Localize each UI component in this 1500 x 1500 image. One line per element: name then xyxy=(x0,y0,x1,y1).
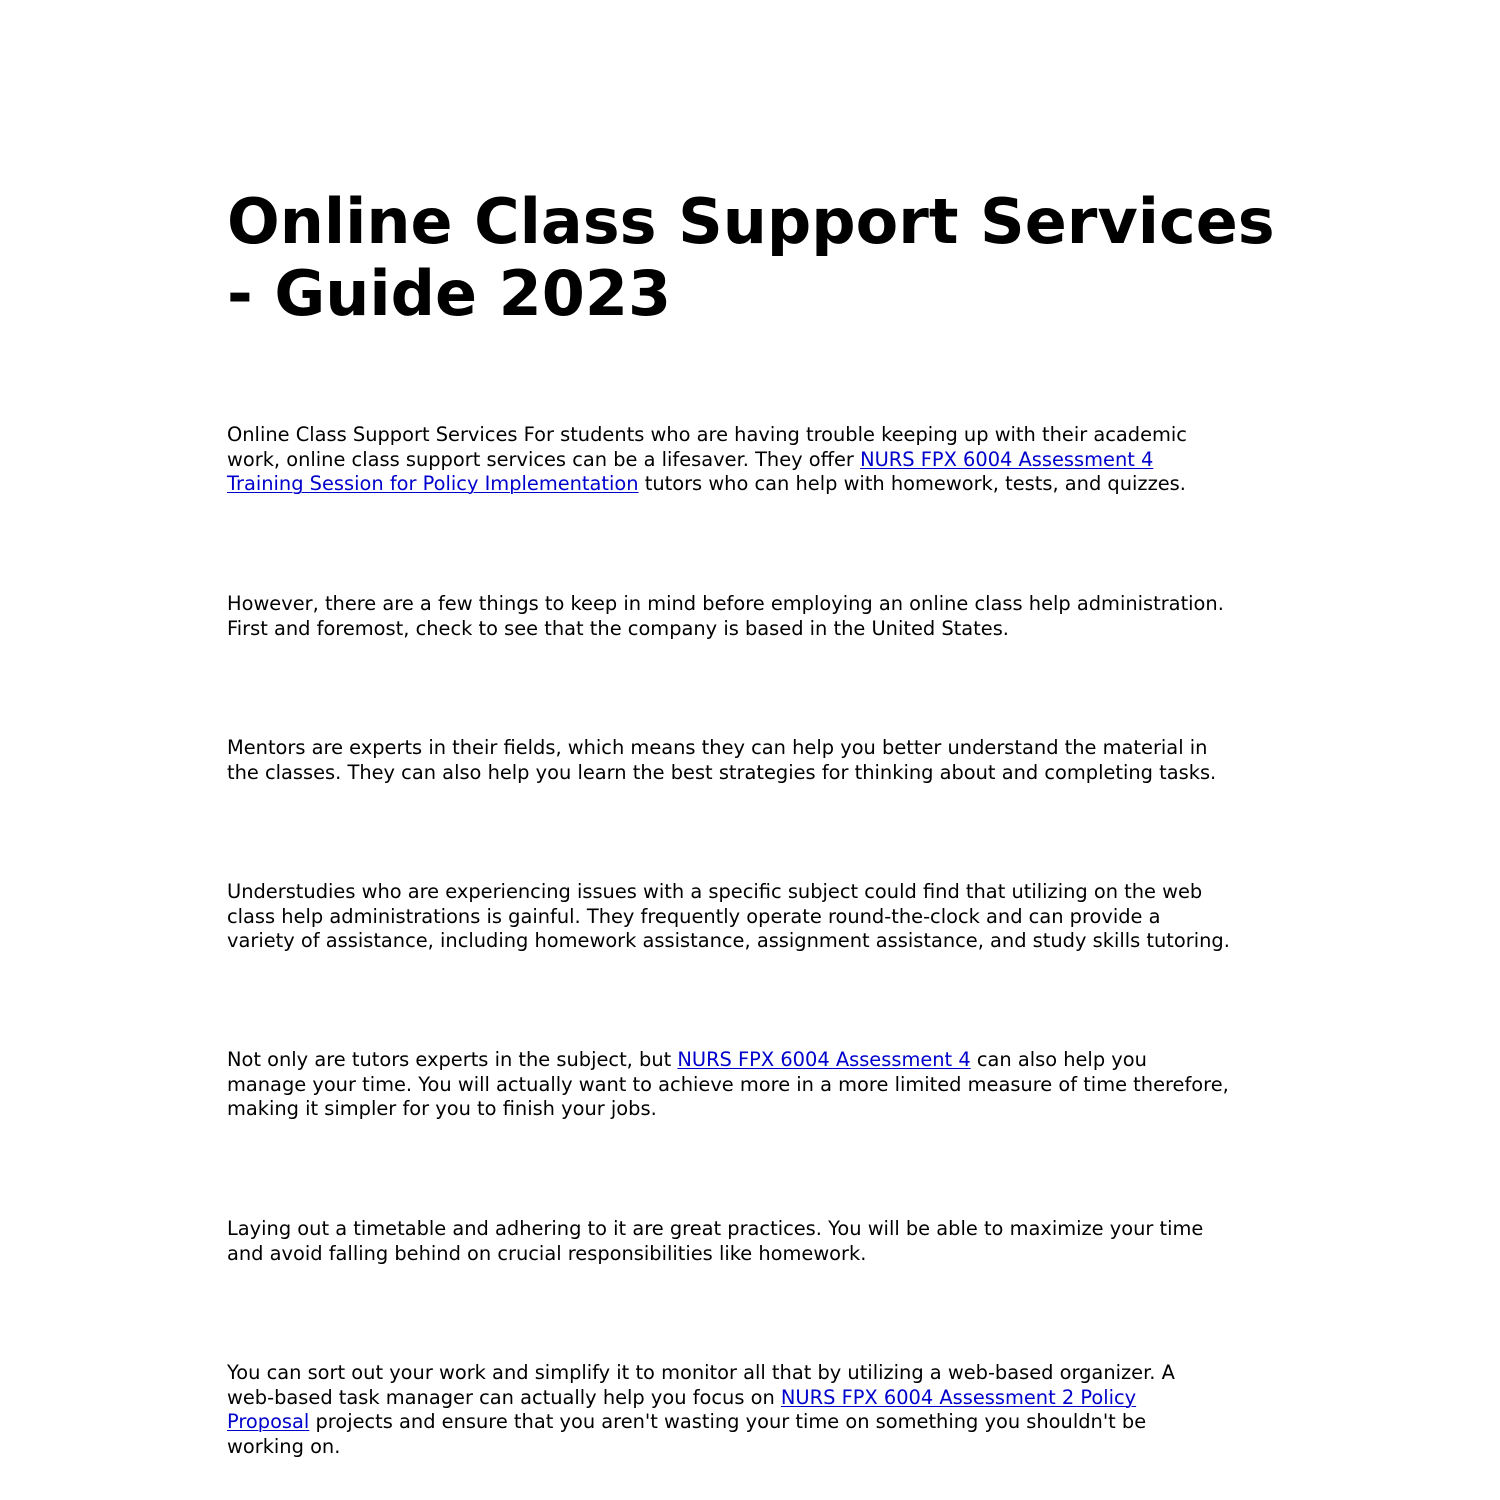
paragraph-line: Proposal projects and ensure that you aren't wasting your time on something you shouldn't be xyxy=(227,1410,1147,1433)
paragraph-line: and avoid falling behind on crucial responsibilities like homework. xyxy=(227,1241,867,1265)
paragraph-line: working on. xyxy=(227,1434,341,1458)
paragraph-line: Mentors are experts in their fields, which means they can help you better understand the material in xyxy=(227,736,1208,759)
link-assessment-4-training-session[interactable]: NURS FPX 6004 Assessment 4 xyxy=(860,447,1154,471)
link-assessment-4[interactable]: NURS FPX 6004 Assessment 4 xyxy=(677,1048,971,1071)
paragraph-line: You can sort out your work and simplify it to monitor all that by utilizing a web-based organizer. A xyxy=(227,1361,1175,1384)
paragraph-line: web-based task manager can actually help you focus on NURS FPX 6004 Assessment 2 Policy xyxy=(227,1385,1137,1409)
paragraph-line: the classes. They can also help you learn the best strategies for thinking about and completing tasks. xyxy=(227,760,1217,784)
paragraph-line: Training Session for Policy Implementation tutors who can help with homework, tests, and quizzes. xyxy=(227,472,1186,495)
paragraph-line: Laying out a timetable and adhering to it are great practices. You will be able to maximize your time xyxy=(227,1217,1204,1240)
paragraph-mentors xyxy=(227,736,1302,785)
page-title xyxy=(227,186,1302,330)
paragraph-line: Online Class Support Services For students who are having trouble keeping up with their academic xyxy=(227,423,1187,446)
link-assessment-2-policy-proposal-cont[interactable]: Proposal xyxy=(227,1410,310,1433)
paragraph-line: making it simpler for you to finish your jobs. xyxy=(227,1097,657,1120)
paragraph-understudies xyxy=(227,880,1302,954)
paragraph-line: Understudies who are experiencing issues with a specific subject could find that utilizing on the web xyxy=(227,880,1203,903)
link-assessment-2-policy-proposal[interactable]: NURS FPX 6004 Assessment 2 Policy xyxy=(780,1385,1137,1409)
paragraph-line: However, there are a few things to keep in mind before employing an online class help administration. xyxy=(227,592,1224,615)
paragraph-line: variety of assistance, including homework assistance, assignment assistance, and study skills tutoring. xyxy=(227,929,1230,952)
paragraph-intro xyxy=(227,423,1302,497)
paragraph-line: Not only are tutors experts in the subject, but NURS FPX 6004 Assessment 4 can also help you xyxy=(227,1048,1147,1071)
paragraph-line: work, online class support services can be a lifesaver. They offer NURS FPX 6004 Assessment 4 xyxy=(227,447,1154,471)
paragraph-line: manage your time. You will actually want to achieve more in a more limited measure of time therefore, xyxy=(227,1072,1229,1096)
paragraph-timetable xyxy=(227,1217,1302,1266)
link-assessment-4-training-session-cont[interactable]: Training Session for Policy Implementation xyxy=(227,472,639,495)
paragraph-tutors-experts xyxy=(227,1048,1302,1122)
paragraph-line: class help administrations is gainful. They frequently operate round-the-clock and can provide a xyxy=(227,904,1161,928)
paragraph-things-to-keep-in-mind xyxy=(227,592,1302,641)
title-line-1: Online Class Support Services xyxy=(227,185,1275,258)
title-line-2: - Guide 2023 xyxy=(227,257,672,330)
paragraph-line: First and foremost, check to see that the company is based in the United States. xyxy=(227,616,1009,640)
paragraph-organizer xyxy=(227,1361,1302,1459)
